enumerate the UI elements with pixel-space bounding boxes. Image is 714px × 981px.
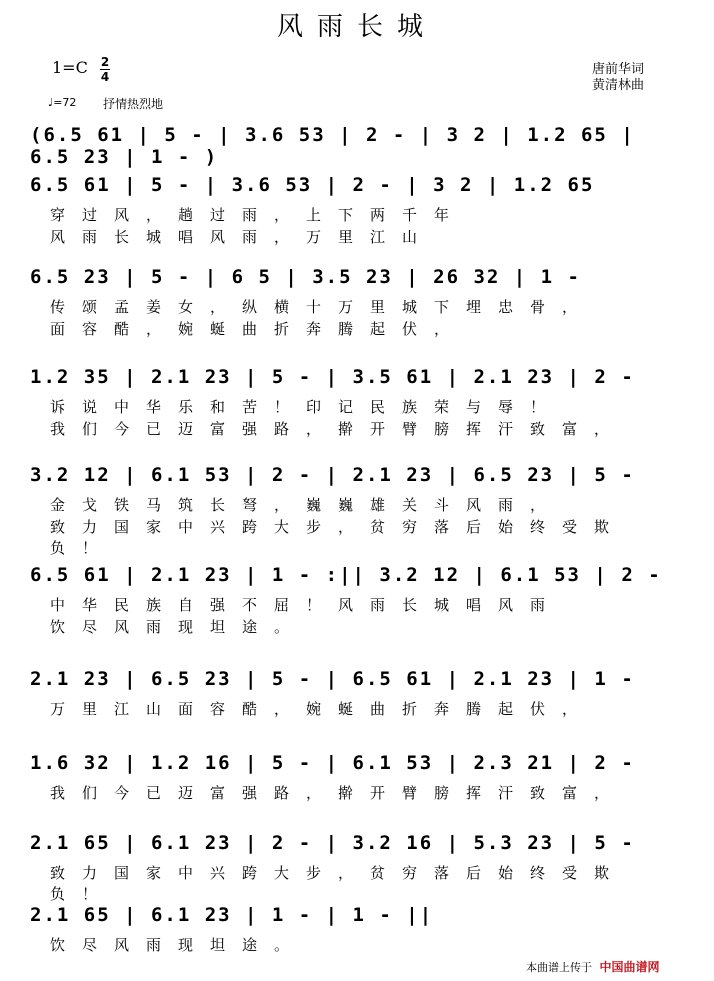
notation-line: 6.5 61 | 5 - | 3.6 53 | 2 - | 3 2 | 1.2 65 — [30, 174, 595, 196]
lyric-verse-1: 传颂孟姜女，纵横十万里城下埋忠骨， — [50, 298, 595, 316]
notation-line: 6.5 61 | 2.1 23 | 1 - :|| 3.2 12 | 6.1 53 | 2 - — [30, 564, 662, 586]
notation-line: 2.1 65 | 6.1 23 | 2 - | 3.2 16 | 5.3 23 | 5 - — [30, 832, 635, 854]
meter-bottom: 4 — [100, 70, 110, 84]
footer-text: 本曲谱上传于 — [526, 961, 592, 974]
notation-line: (6.5 61 | 5 - | 3.6 53 | 2 - | 3 2 | 1.2 65 | 6.5 23 | 1 - ) — [30, 124, 635, 168]
lyric-verse-1: 饮尽风雨现坦途。 — [50, 936, 307, 954]
notation-line: 2.1 65 | 6.1 23 | 1 - | 1 - || — [30, 904, 434, 926]
lyric-verse-1: 诉说中华乐和苦！印记民族荣与辱！ — [50, 398, 563, 416]
lyric-verse-1: 中华民族自强不屈！风雨长城唱风雨 — [50, 596, 563, 614]
lyric-verse-1: 我们今已迈富强路，擀开臂膀挥汗致富， — [50, 784, 627, 802]
composer: 黄清林曲 — [592, 78, 645, 93]
notation-line: 6.5 23 | 5 - | 6 5 | 3.5 23 | 26 32 | 1 - — [30, 266, 581, 288]
lyric-verse-1: 金戈铁马筑长弩，巍巍雄关斗风雨， — [50, 496, 563, 514]
time-signature — [100, 56, 110, 83]
lyric-verse-2: 我们今已迈富强路，擀开臂膀挥汗致富， — [50, 420, 627, 438]
tempo-mark: ♩=72 — [48, 96, 77, 109]
lyric-verse-2: 面容酷，婉蜒曲折奔腾起伏， — [50, 320, 467, 338]
song-title: 风雨长城 — [276, 12, 437, 42]
lyric-verse-1: 穿过风，趟过雨，上下两千年 — [50, 206, 467, 224]
lyric-verse-1: 致力国家中兴跨大步，贫穷落后始终受欺负！ — [50, 864, 627, 903]
site-logo[interactable]: 中国曲谱网 — [599, 960, 660, 974]
lyric-verse-1: 万里江山面容酷，婉蜒曲折奔腾起伏， — [50, 700, 595, 718]
expression-mark: 抒情热烈地 — [103, 97, 164, 111]
notation-line: 1.2 35 | 2.1 23 | 5 - | 3.5 61 | 2.1 23 | 2 - — [30, 366, 635, 388]
notation-line: 2.1 23 | 6.5 23 | 5 - | 6.5 61 | 2.1 23 | 1 - — [30, 668, 635, 690]
lyric-verse-2: 致力国家中兴跨大步，贫穷落后始终受欺负！ — [50, 518, 627, 557]
notation-line: 3.2 12 | 6.1 53 | 2 - | 2.1 23 | 6.5 23 | 5 - — [30, 464, 635, 486]
footer — [526, 958, 660, 975]
lyric-verse-2: 风雨长城唱风雨，万里江山 — [50, 228, 435, 246]
notation-line: 1.6 32 | 1.2 16 | 5 - | 6.1 53 | 2.3 21 | 2 - — [30, 752, 635, 774]
lyric-verse-2: 饮尽风雨现坦途。 — [50, 618, 307, 636]
key-signature: 1=C — [52, 58, 88, 77]
meter-top: 2 — [100, 55, 110, 69]
lyricist: 唐前华词 — [592, 62, 645, 77]
credits — [592, 62, 644, 94]
